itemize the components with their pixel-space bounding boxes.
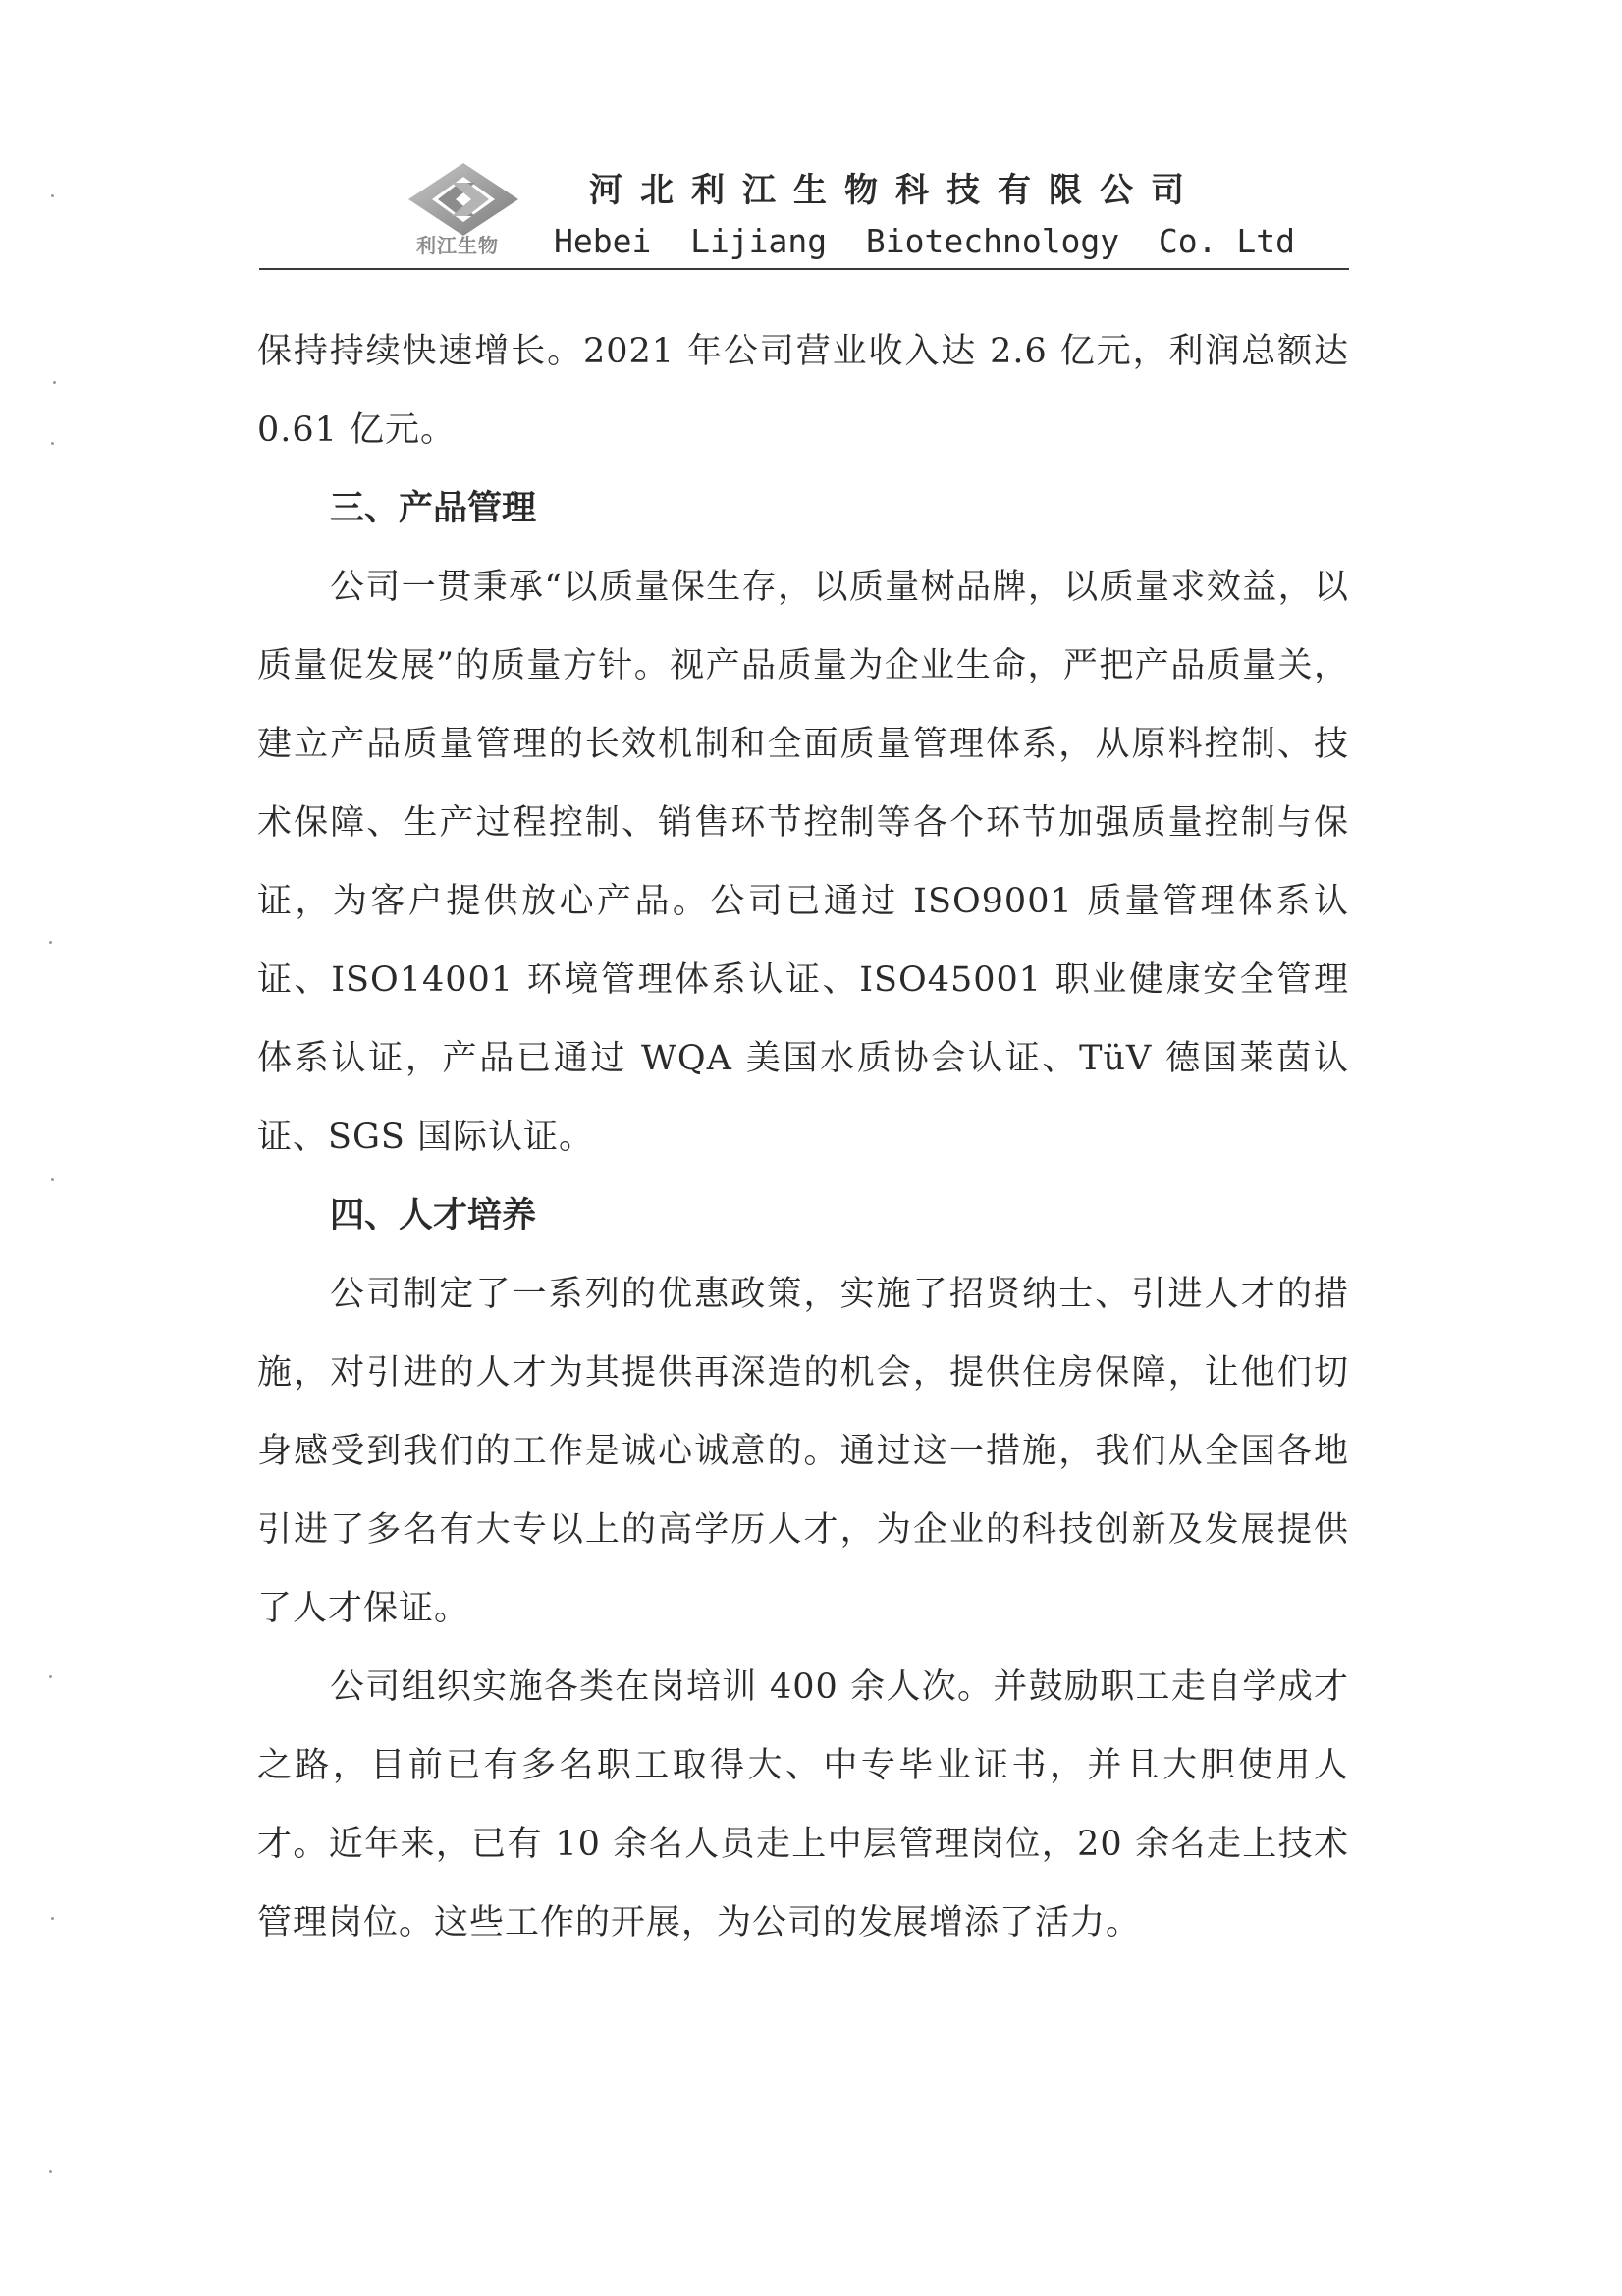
- scan-speck: [51, 1917, 54, 1920]
- scan-speck: [49, 941, 52, 944]
- logo-caption: 利江生物: [416, 234, 499, 257]
- paragraph-intro: 保持持续快速增长。2021 年公司营业收入达 2.6 亿元，利润总额达 0.61 亿元。: [257, 332, 1349, 450]
- section-heading-product-management: 三、产品管理: [330, 489, 537, 528]
- company-name-english: Hebei Lijiang Biotechnology Co. Ltd: [554, 222, 1295, 260]
- paragraph-talent-recruitment: 公司制定了一系列的优惠政策，实施了招贤纳士、引进人才的措施，对引进的人才为其提供再深造的机会，提供住房保障，让他们切身感受到我们的工作是诚心诚意的。通过这一措施，我们从全国各地引进了多名有大专以上的高学历人才，为企业的科技创新及发展提供了人才保证。: [257, 1275, 1349, 1628]
- header-divider: [259, 268, 1349, 270]
- scan-speck: [49, 2170, 52, 2173]
- document-body: [257, 312, 1349, 1962]
- scan-speck: [51, 1178, 54, 1181]
- scan-speck: [51, 442, 54, 445]
- section-heading-talent-training: 四、人才培养: [330, 1196, 537, 1235]
- paragraph-staff-training: 公司组织实施各类在岗培训 400 余人次。并鼓励职工走自学成才之路，目前已有多名职工取得大、中专毕业证书，并且大胆使用人才。近年来，已有 10 余名人员走上中层管理岗位，20 余名走上技术管理岗位。这些工作的开展，为公司的发展增添了活力。: [257, 1667, 1349, 1942]
- company-name-chinese: 河北利江生物科技有限公司: [589, 171, 1202, 210]
- paragraph-quality-policy: 公司一贯秉承“以质量保生存，以质量树品牌，以质量求效益，以质量促发展”的质量方针。视产品质量为企业生命，严把产品质量关，建立产品质量管理的长效机制和全面质量管理体系，从原料控制、技术保障、生产过程控制、销售环节控制等各个环节加强质量控制与保证，为客户提供放心产品。公司已通过 ISO9001 质量管理体系认证、ISO14001 环境管理体系认证、ISO45001 职业健康安全管理体系认证，产品已通过 WQA 美国水质协会认证、TüV 德国莱茵认证、SGS 国际认证。: [257, 568, 1349, 1157]
- scan-speck: [53, 381, 56, 384]
- scan-speck: [51, 194, 54, 197]
- letterhead: [257, 147, 1363, 269]
- scan-speck: [49, 1675, 52, 1678]
